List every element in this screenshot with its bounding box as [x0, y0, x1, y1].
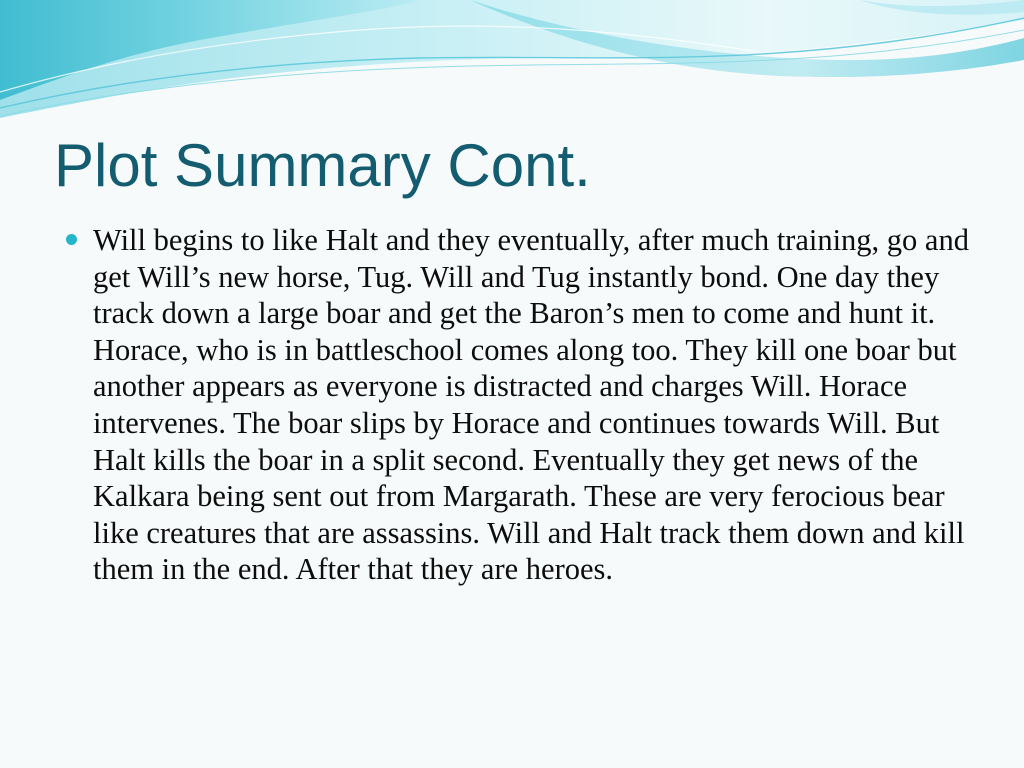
bullet-item [66, 222, 996, 588]
bullet-list [66, 222, 996, 588]
bullet-dot-icon [66, 234, 77, 245]
header-wave-decoration [0, 0, 1024, 130]
slide-title: Plot Summary Cont. [54, 132, 591, 199]
bullet-text: Will begins to like Halt and they eventually, after much training, go and get Will’s new horse, Tug. Will and Tug instantly bond. One day they track down a large boar and get the Baron’s men to come and hunt it. Horace, who is in battleschool comes along too. They kill one boar but another appears as everyone is distracted and charges Will. Horace intervenes. The boar slips by Horace and continues towards Will. But Halt kills the boar in a split second. Eventually they get news of the Kalkara being sent out from Margarath. These are very ferocious bear like creatures that are assassins. Will and Halt track them down and kill them in the end. After that they are heroes. [93, 223, 969, 587]
